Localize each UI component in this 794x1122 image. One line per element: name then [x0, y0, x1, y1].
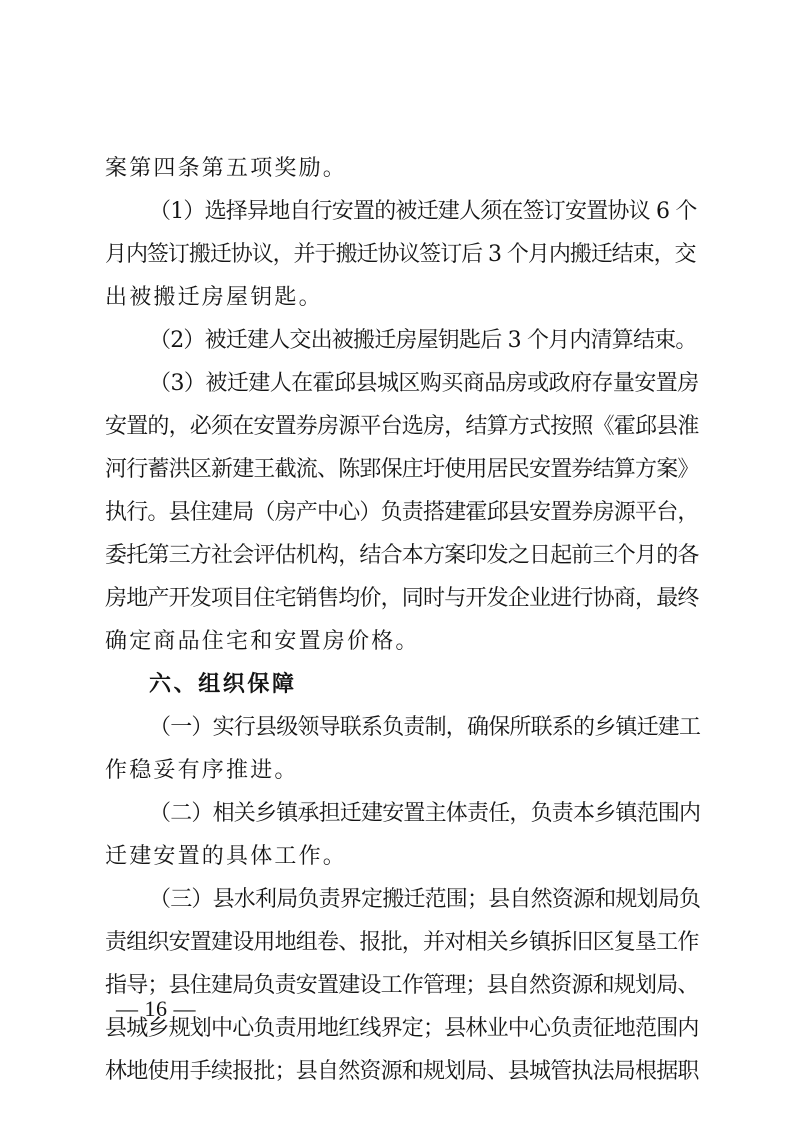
- body-line: 委托第三方社会评估机构，结合本方案印发之日起前三个月的各: [105, 543, 699, 568]
- body-line: 执行。县住建局（房产中心）负责搭建霍邱县安置券房源平台，: [105, 500, 699, 525]
- body-line: 月内签订搬迁协议，并于搬迁协议签订后 3 个月内搬迁结束，交: [105, 242, 696, 267]
- body-line: （2）被迁建人交出被搬迁房屋钥匙后 3 个月内清算结束。: [149, 328, 697, 353]
- page-number: — 16 —: [116, 996, 196, 1021]
- body-line: （一）实行县级领导联系负责制，确保所联系的乡镇迁建工: [149, 715, 701, 740]
- body-line: （二）相关乡镇承担迁建安置主体责任，负责本乡镇范围内: [149, 801, 701, 826]
- body-line: 林地使用手续报批；县自然资源和规划局、县城管执法局根据职: [105, 1059, 699, 1084]
- body-line: 房地产开发项目住宅销售均价，同时与开发企业进行协商，最终: [105, 586, 699, 611]
- body-line: 案第四条第五项奖励。: [105, 156, 348, 181]
- body-line: 安置的，必须在安置券房源平台选房，结算方式按照《霍邱县淮: [105, 414, 699, 439]
- body-line: （3）被迁建人在霍邱县城区购买商品房或政府存量安置房: [149, 371, 699, 396]
- body-line: 迁建安置的具体工作。: [105, 844, 348, 869]
- body-line: 县城乡规划中心负责用地红线界定；县林业中心负责征地范围内: [105, 1016, 699, 1041]
- body-line: （1）选择异地自行安置的被迁建人须在签订安置协议 6 个: [149, 199, 697, 224]
- body-line: 作稳妥有序推进。: [105, 758, 299, 783]
- body-line: 责组织安置建设用地组卷、报批，并对相关乡镇拆旧区复垦工作: [105, 930, 699, 955]
- body-line: 确定商品住宅和安置房价格。: [105, 629, 420, 654]
- body-line: 河行蓄洪区新建王截流、陈郢保庄圩使用居民安置券结算方案》: [105, 457, 699, 482]
- section-heading: 六、组织保障: [149, 672, 297, 697]
- body-line: 出被搬迁房屋钥匙。: [105, 285, 323, 310]
- body-line: （三）县水利局负责界定搬迁范围；县自然资源和规划局负: [149, 887, 701, 912]
- body-line: 指导；县住建局负责安置建设工作管理；县自然资源和规划局、: [105, 973, 699, 998]
